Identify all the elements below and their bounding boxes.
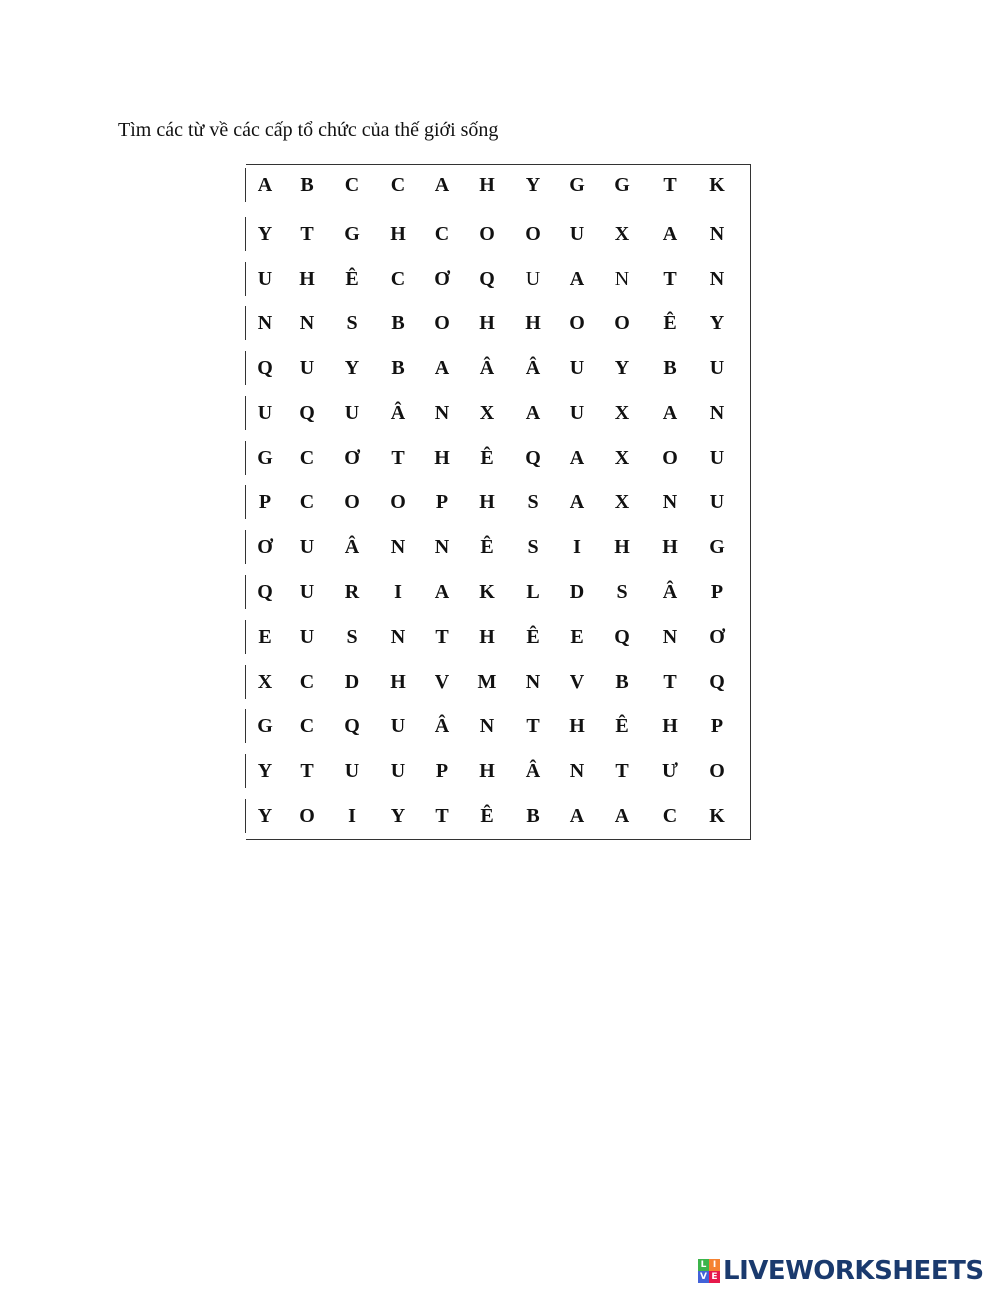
grid-cell: B — [391, 312, 405, 334]
grid-cell: Y — [257, 760, 273, 782]
grid-cell: U — [299, 581, 315, 603]
grid-cell: N — [479, 715, 495, 737]
grid-cell: N — [614, 268, 630, 290]
liveworksheets-logo-icon — [698, 1259, 720, 1283]
grid-cell: N — [709, 223, 725, 245]
grid-cell: A — [662, 402, 678, 424]
grid-cell: H — [390, 671, 406, 693]
grid-cell: V — [569, 671, 585, 693]
grid-cell: U — [569, 223, 585, 245]
grid-cell: A — [434, 357, 450, 379]
grid-cell: S — [527, 491, 539, 513]
grid-cell: N — [662, 626, 678, 648]
grid-cell: N — [434, 402, 450, 424]
grid-cell: G — [344, 223, 360, 245]
row-border-tick — [245, 262, 246, 296]
grid-cell: T — [300, 223, 314, 245]
grid-cell: U — [569, 402, 585, 424]
grid-cell: Y — [614, 357, 630, 379]
grid-cell: H — [525, 312, 541, 334]
grid-cell: G — [569, 174, 585, 196]
row-border-tick — [245, 665, 246, 699]
grid-cell: N — [434, 536, 450, 558]
row-border-tick — [245, 575, 246, 609]
grid-cell: H — [390, 223, 406, 245]
grid-cell: T — [615, 760, 629, 782]
grid-cell: A — [662, 223, 678, 245]
grid-cell: I — [348, 805, 356, 827]
grid-cell: Q — [257, 357, 273, 379]
grid-cell: C — [390, 268, 406, 290]
grid-cell: N — [390, 626, 406, 648]
grid-cell: H — [434, 447, 450, 469]
grid-row — [246, 308, 751, 338]
grid-cell: C — [299, 447, 315, 469]
grid-cell: B — [391, 357, 405, 379]
grid-cell: P — [710, 581, 724, 603]
grid-cell: Ê — [345, 268, 359, 290]
row-border-tick — [245, 485, 246, 519]
grid-cell: X — [614, 491, 630, 513]
grid-cell: C — [299, 491, 315, 513]
logo-text: LIVEWORKSHEETS — [723, 1256, 984, 1286]
grid-cell: Y — [257, 223, 273, 245]
grid-cell: G — [257, 715, 273, 737]
grid-cell: Ê — [615, 715, 629, 737]
grid-cell: H — [479, 312, 495, 334]
grid-cell: Y — [390, 805, 406, 827]
grid-cell: O — [434, 312, 450, 334]
grid-row — [246, 219, 751, 249]
grid-cell: A — [434, 174, 450, 196]
row-border-tick — [245, 709, 246, 743]
grid-cell: X — [614, 447, 630, 469]
grid-cell: A — [434, 581, 450, 603]
grid-cell: C — [299, 715, 315, 737]
grid-cell: Y — [709, 312, 725, 334]
grid-row — [246, 667, 751, 697]
grid-cell: B — [526, 805, 540, 827]
grid-cell: O — [662, 447, 678, 469]
grid-cell: Â — [390, 402, 406, 424]
grid-cell: A — [569, 805, 585, 827]
grid-cell: P — [258, 491, 272, 513]
grid-cell: S — [346, 312, 358, 334]
grid-row — [246, 170, 751, 200]
grid-cell: G — [257, 447, 273, 469]
grid-cell: D — [569, 581, 585, 603]
word-search-grid — [246, 164, 751, 840]
grid-cell: N — [662, 491, 678, 513]
grid-cell: T — [300, 760, 314, 782]
grid-cell: I — [394, 581, 402, 603]
grid-cell: X — [614, 223, 630, 245]
logo-mark-tile: E — [709, 1271, 720, 1283]
grid-cell: K — [479, 581, 495, 603]
grid-cell: U — [257, 268, 273, 290]
grid-row — [246, 756, 751, 786]
grid-cell: Â — [662, 581, 678, 603]
grid-cell: G — [709, 536, 725, 558]
grid-row — [246, 711, 751, 741]
grid-cell: U — [299, 626, 315, 648]
grid-cell: Y — [257, 805, 273, 827]
grid-cell: B — [663, 357, 677, 379]
grid-cell: S — [527, 536, 539, 558]
grid-cell: O — [614, 312, 630, 334]
grid-cell: G — [614, 174, 630, 196]
grid-cell: U — [390, 715, 406, 737]
grid-cell: U — [390, 760, 406, 782]
grid-cell: Ê — [663, 312, 677, 334]
grid-cell: E — [570, 626, 584, 648]
grid-cell: A — [569, 447, 585, 469]
row-border-tick — [245, 351, 246, 385]
grid-cell: Â — [525, 760, 541, 782]
grid-cell: Q — [614, 626, 630, 648]
grid-cell: T — [435, 805, 449, 827]
grid-cell: A — [569, 268, 585, 290]
grid-cell: H — [479, 174, 495, 196]
instruction-text: Tìm các từ về các cấp tổ chức của thế giới sống — [118, 119, 499, 141]
row-border-tick — [245, 620, 246, 654]
grid-cell: P — [710, 715, 724, 737]
grid-cell: O — [344, 491, 360, 513]
grid-cell: R — [344, 581, 360, 603]
grid-cell: N — [709, 402, 725, 424]
grid-cell: O — [709, 760, 725, 782]
grid-cell: X — [257, 671, 273, 693]
grid-cell: N — [257, 312, 273, 334]
grid-cell: Â — [344, 536, 360, 558]
logo-mark-tile: V — [698, 1271, 709, 1283]
grid-cell: N — [709, 268, 725, 290]
logo-mark-tile: L — [698, 1259, 709, 1271]
grid-cell: U — [709, 491, 725, 513]
row-border-tick — [245, 754, 246, 788]
grid-cell: A — [569, 491, 585, 513]
grid-cell: X — [479, 402, 495, 424]
grid-cell: Q — [257, 581, 273, 603]
grid-cell: U — [344, 760, 360, 782]
row-border-tick — [245, 306, 246, 340]
liveworksheets-logo — [698, 1256, 984, 1286]
grid-row — [246, 801, 751, 831]
grid-cell: N — [525, 671, 541, 693]
grid-cell: S — [616, 581, 628, 603]
grid-row — [246, 622, 751, 652]
grid-cell: Ê — [526, 626, 540, 648]
grid-cell: N — [390, 536, 406, 558]
grid-cell: U — [299, 536, 315, 558]
grid-cell: H — [614, 536, 630, 558]
grid-cell: H — [569, 715, 585, 737]
grid-cell: Q — [299, 402, 315, 424]
grid-cell: T — [663, 671, 677, 693]
grid-row — [246, 487, 751, 517]
grid-cell: H — [662, 536, 678, 558]
grid-cell: P — [435, 760, 449, 782]
grid-cell: L — [526, 581, 540, 603]
grid-cell: C — [344, 174, 360, 196]
grid-cell: C — [662, 805, 678, 827]
grid-cell: Â — [479, 357, 495, 379]
grid-row — [246, 398, 751, 428]
grid-cell: S — [346, 626, 358, 648]
grid-cell: C — [434, 223, 450, 245]
grid-cell: H — [479, 491, 495, 513]
grid-cell: Ơ — [434, 268, 450, 290]
grid-cell: X — [614, 402, 630, 424]
grid-row — [246, 443, 751, 473]
grid-cell: I — [573, 536, 581, 558]
grid-cell: Ê — [480, 805, 494, 827]
row-border-tick — [245, 799, 246, 833]
grid-cell: O — [299, 805, 315, 827]
grid-cell: N — [569, 760, 585, 782]
row-border-tick — [245, 168, 246, 202]
grid-cell: O — [390, 491, 406, 513]
grid-cell: H — [299, 268, 315, 290]
grid-cell: Ơ — [257, 536, 273, 558]
grid-cell: B — [615, 671, 629, 693]
grid-cell: M — [477, 671, 497, 693]
grid-cell: O — [569, 312, 585, 334]
grid-cell: V — [434, 671, 450, 693]
row-border-tick — [245, 396, 246, 430]
grid-cell: Ê — [480, 536, 494, 558]
grid-cell: Ơ — [344, 447, 360, 469]
grid-cell: U — [344, 402, 360, 424]
grid-cell: Q — [479, 268, 495, 290]
grid-cell: E — [258, 626, 272, 648]
grid-row — [246, 264, 751, 294]
grid-cell: K — [709, 805, 725, 827]
grid-cell: H — [662, 715, 678, 737]
logo-mark-tile: I — [709, 1259, 720, 1271]
grid-cell: A — [614, 805, 630, 827]
grid-cell: U — [257, 402, 273, 424]
grid-cell: Y — [344, 357, 360, 379]
grid-cell: Q — [344, 715, 360, 737]
grid-cell: H — [479, 626, 495, 648]
grid-cell: T — [663, 268, 677, 290]
grid-cell: Â — [434, 715, 450, 737]
grid-cell: C — [390, 174, 406, 196]
grid-cell: O — [525, 223, 541, 245]
grid-row — [246, 577, 751, 607]
grid-cell: Â — [525, 357, 541, 379]
grid-cell: K — [709, 174, 725, 196]
grid-cell: O — [479, 223, 495, 245]
grid-cell: A — [525, 402, 541, 424]
grid-cell: U — [525, 268, 541, 290]
grid-cell: Q — [709, 671, 725, 693]
row-border-tick — [245, 441, 246, 475]
grid-cell: H — [479, 760, 495, 782]
grid-cell: Ư — [662, 760, 678, 782]
grid-cell: T — [663, 174, 677, 196]
grid-cell: U — [709, 357, 725, 379]
grid-cell: B — [300, 174, 314, 196]
grid-cell: U — [299, 357, 315, 379]
grid-cell: U — [569, 357, 585, 379]
grid-cell: T — [391, 447, 405, 469]
grid-cell: T — [526, 715, 540, 737]
grid-cell: N — [299, 312, 315, 334]
grid-cell: Y — [525, 174, 541, 196]
grid-cell: C — [299, 671, 315, 693]
grid-row — [246, 532, 751, 562]
grid-row — [246, 353, 751, 383]
grid-cell: Ơ — [709, 626, 725, 648]
grid-cell: Q — [525, 447, 541, 469]
row-border-tick — [245, 530, 246, 564]
grid-cell: A — [257, 174, 273, 196]
grid-cell: Ê — [480, 447, 494, 469]
grid-cell: D — [344, 671, 360, 693]
row-border-tick — [245, 217, 246, 251]
grid-cell: T — [435, 626, 449, 648]
grid-cell: P — [435, 491, 449, 513]
grid-cell: U — [709, 447, 725, 469]
